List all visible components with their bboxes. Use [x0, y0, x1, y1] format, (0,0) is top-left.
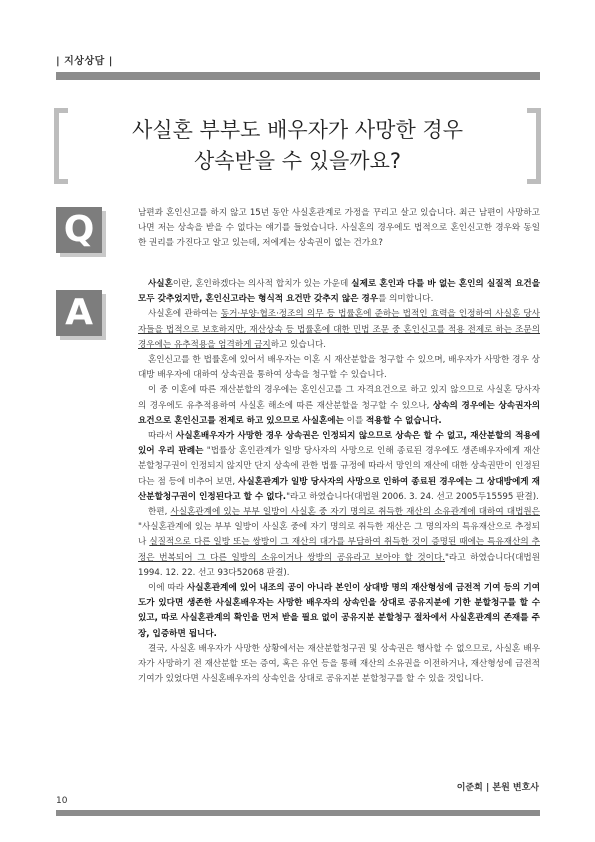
page-number: 10 [56, 796, 68, 806]
bottom-rule [56, 810, 540, 816]
answer-paragraph-4: 이 중 이혼에 따른 재산분할의 경우에는 혼인신고를 그 자격요건으로 하고 있지 않으므로 사실혼 당사자의 경우에도 유추적용하여 사실혼 해소에 따른 재산분할을 청구할 수 있으나, 상속의 경우에는 상속권자의 요건으로 혼인신고를 전제로 하고 있으므로 사실혼에는 이를 적용할 수 없습니다. [138, 385, 540, 426]
answer-paragraph-8: 결국, 사실혼 배우자가 사망한 상황에서는 재산분할청구권 및 상속권은 행사할 수 없으므로, 사실혼 배우자가 사망하기 전 재산분할 또는 증여, 혹은 유언 등을 통해 재산의 소유권을 이전하거나, 재산형성에 금전적 기여가 있었다면 사실혼배우자의 상속인을 상대로 공유지분 분할청구를 할 수 있을 것입니다. [138, 643, 540, 685]
author-credit: 이준희 | 본원 변호사 [456, 783, 539, 793]
answer-paragraph-5: 따라서 사실혼배우자가 사망한 경우 상속권은 인정되지 않으므로 상속은 할 수 없고, 재산분할의 적용에 있어 우리 판례는 "법률상 혼인관계가 일방 당사자의 사망으로 인해 종료된 경우에도 생존배우자에게 재산분할청구권이 인정되지 않지만 단지 상속에 관한 법률 규정에 따라서 망인의 재산에 대한 상속권만이 인정된다는 점 등에 비추어 보면, 사실혼관계가 일방 당사자의 사망으로 인하여 종료된 경우에는 그 상대방에게 재산분할청구권이 인정된다고 할 수 없다."라고 하였습니다(대법원 2006. 3. 24. 선고 2005두15595 판결). [138, 431, 540, 502]
answer-paragraph-2: 사실혼에 관하여는 동거·부양·협조·정조의 의무 등 법률혼에 준하는 법적인 효력을 인정하여 사실혼 당사자들을 법적으로 보호하지만, 재산상속 등 법률혼에 대한 민법 조문 중 혼인신고를 적용 전제로 하는 조문의 경우에는 유추적용을 엄격하게 금지하고 있습니다. [138, 309, 540, 350]
answer-body [138, 277, 540, 687]
answer-paragraph-6: 한편, 사실혼관계에 있는 부부 일방이 사실혼 중 자기 명의로 취득한 재산의 소유관계에 대하여 대법원은 "사실혼관계에 있는 부부 일방이 사실혼 중에 자기 명의로 취득한 재산은 그 명의자의 특유재산으로 추정되나 실질적으로 다른 일방 또는 쌍방이 그 재산의 대가를 부담하여 취득한 것이 증명된 때에는 특유재산의 추정은 번복되어 그 다른 일방의 소유이거나 쌍방의 공유라고 보아야 할 것이다."라고 하였습니다(대법원 1994. 12. 22. 선고 93다52068 판결). [138, 507, 540, 578]
answer-paragraph-7: 이에 따라 사실혼관계에 있어 내조의 공이 아니라 본인이 상대방 명의 재산형성에 금전적 기여 등의 기여도가 있다면 생존한 사실혼배우자는 사망한 배우자의 상속인을 상대로 공유지분에 기한 분할청구를 할 수 있고, 따로 사실혼관계의 확인을 먼저 받을 필요 없이 공유지분 분할청구 절차에서 사실혼관계의 존재를 주장, 입증하면 됩니다. [138, 583, 540, 639]
top-rule [56, 72, 540, 80]
title-bracket-left [54, 108, 68, 184]
title-line-1: 사실혼 부부도 배우자가 사망한 경우 [132, 118, 463, 142]
article-title [75, 115, 520, 177]
a-marker: A [56, 290, 102, 336]
title-bracket-right [527, 108, 541, 184]
section-label: | 지상상담 | [56, 56, 113, 67]
question-text: 남편과 혼인신고를 하지 않고 15년 동안 사실혼관계로 가정을 꾸리고 살고 있습니다. 최근 남편이 사망하고 나면 저는 상속을 받을 수 없다는 얘기를 들었습니다. 사실혼의 경우에도 법적으로 혼인신고한 경우와 동일한 권리를 가진다고 알고 있는데, 저에게는 상속권이 없는 건가요? [138, 208, 540, 249]
q-marker: Q [56, 207, 102, 253]
answer-paragraph-3: 혼인신고를 한 법률혼에 있어서 배우자는 이혼 시 재산분할을 청구할 수 있으며, 배우자가 사망한 경우 상대방 배우자에 대하여 상속권을 통하여 상속을 청구할 수 있습니다. [138, 355, 540, 381]
title-line-2: 상속받을 수 있을까요? [193, 149, 402, 173]
answer-paragraph-1: 사실혼이란, 혼인하겠다는 의사적 합치가 있는 가운데 실제로 혼인과 다를 바 없는 혼인의 실질적 요건을 모두 갖추었지만, 혼인신고라는 형식적 요건만 갖추지 않은 경우를 의미합니다. [138, 279, 540, 305]
